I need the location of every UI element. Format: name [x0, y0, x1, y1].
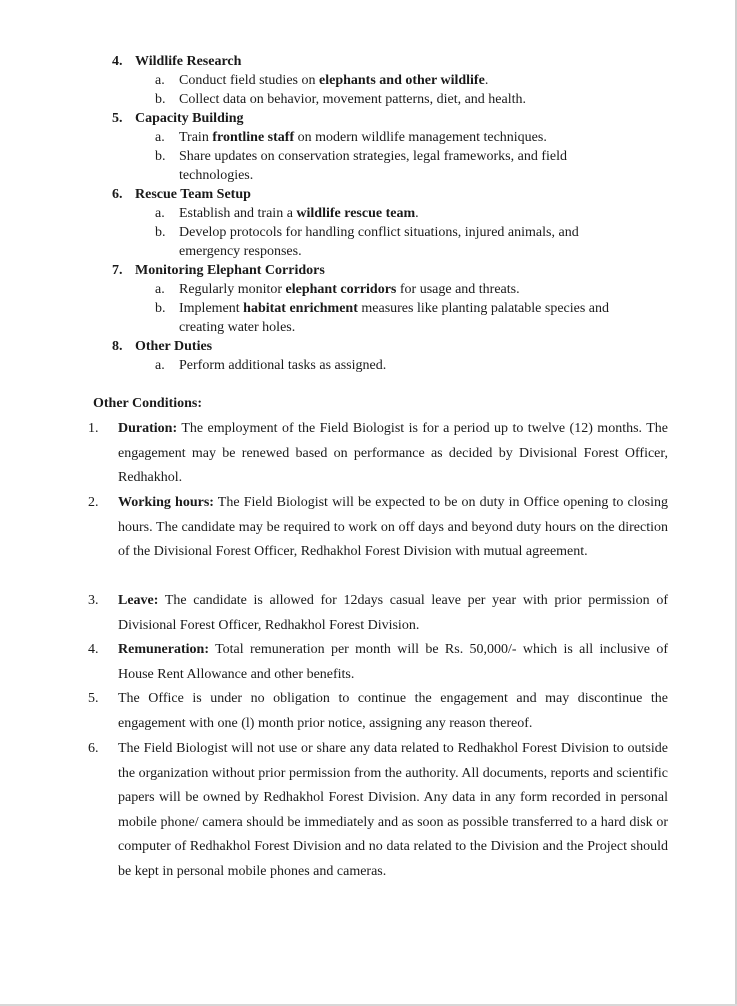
duty-heading: 7. Monitoring Elephant Corridors	[112, 263, 325, 278]
condition-item: 4. Remuneration: Total remuneration per month will be Rs. 50,000/- which is all inclusive of House Rent Allowance and other benefits.	[88, 642, 668, 682]
condition-item: 2. Working hours: The Field Biologist will be expected to be on duty in Office opening to closing hours. The candidate may be required to work on off days and beyond duty hours on the direction of the Divisional Forest Officer, Redhakhol Forest Division with mutual agreement.	[88, 495, 668, 560]
duty-subitem: b. Implement habitat enrichment measures like planting palatable species and creating water holes.	[155, 301, 610, 335]
condition-item: 3. Leave: The candidate is allowed for 12days casual leave per year with prior permission of Divisional Forest Officer, Redhakhol Forest Division.	[88, 593, 668, 633]
duty-subitem: a. Establish and train a wildlife rescue team.	[155, 206, 419, 221]
duty-subitem: b. Develop protocols for handling conflict situations, injured animals, and emergency responses.	[155, 225, 579, 259]
duty-heading: 4. Wildlife Research	[112, 54, 242, 69]
duty-heading: 6. Rescue Team Setup	[112, 187, 251, 202]
condition-item: 1. Duration: The employment of the Field Biologist is for a period up to twelve (12) months. The engagement may be renewed based on performance as decided by Divisional Forest Officer, Redhakhol.	[88, 421, 668, 486]
condition-item: 6. The Field Biologist will not use or share any data related to Redhakhol Forest Division to outside the organization without prior permission from the authority. All documents, reports and scientific papers will be owned by Redhakhol Forest Division. Any data in any form recorded in personal mobile phone/ camera should be immediately and as soon as possible transferred to a hard disk or computer of Redhakhol Forest Division and no data related to the Division and the Project should be kept in personal mobile phones and cameras.	[88, 741, 668, 879]
duty-subitem: a. Conduct field studies on elephants and other wildlife.	[155, 73, 489, 88]
duty-subitem: b. Collect data on behavior, movement patterns, diet, and health.	[155, 92, 526, 107]
duty-subitem: a. Train frontline staff on modern wildlife management techniques.	[155, 130, 547, 145]
duty-heading: 5. Capacity Building	[112, 111, 244, 126]
other-conditions-heading: Other Conditions:	[93, 396, 203, 411]
duty-subitem: b. Share updates on conservation strategies, legal frameworks, and field technologies.	[155, 149, 567, 183]
condition-item: 5. The Office is under no obligation to continue the engagement and may discontinue the engagement with one (l) month prior notice, assigning any reason thereof.	[88, 691, 668, 731]
duty-heading: 8. Other Duties	[112, 339, 213, 354]
duty-subitem: a. Perform additional tasks as assigned.	[155, 358, 387, 373]
duty-subitem: a. Regularly monitor elephant corridors for usage and threats.	[155, 282, 520, 297]
